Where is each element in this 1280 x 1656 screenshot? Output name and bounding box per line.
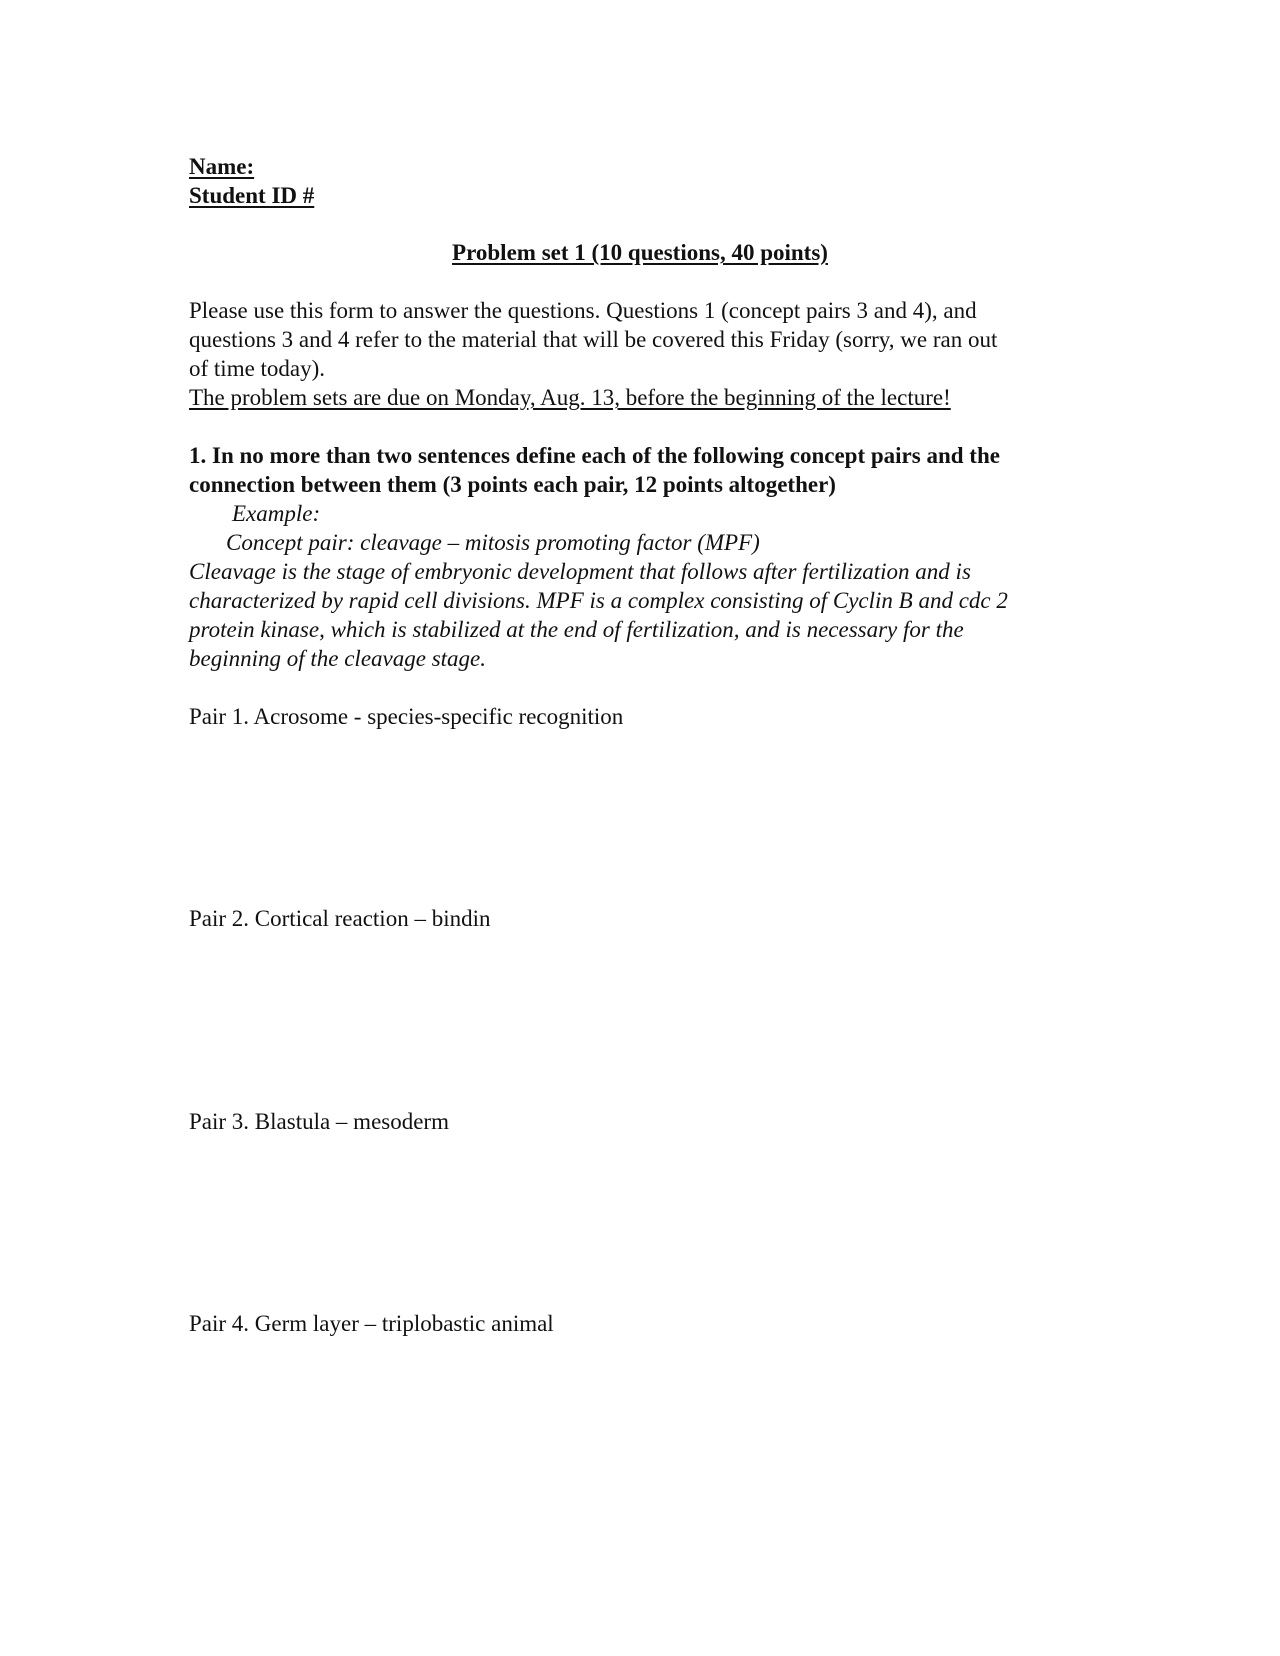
pair-2: Pair 2. Cortical reaction – bindin [189, 906, 491, 931]
intro-line: of time today). [189, 356, 326, 381]
example-answer-line: Cleavage is the stage of embryonic development that follows after fertilization and is [189, 559, 971, 584]
question-1-text: 1. In no more than two sentences define each of the following concept pairs and the [189, 443, 1000, 468]
example-label: Example: [232, 501, 321, 526]
page-title: Problem set 1 (10 questions, 40 points) [452, 240, 828, 265]
pair-1: Pair 1. Acrosome - species-specific recognition [189, 704, 624, 729]
example-pair: Concept pair: cleavage – mitosis promoting factor (MPF) [226, 530, 760, 555]
example-answer-line: beginning of the cleavage stage. [189, 646, 487, 671]
example-answer-line: protein kinase, which is stabilized at the end of fertilization, and is necessary for the [189, 617, 964, 642]
question-1-text: connection between them (3 points each pair, 12 points altogether) [189, 472, 836, 497]
student-id-label: Student ID # [189, 183, 315, 208]
example-answer-line: characterized by rapid cell divisions. MPF is a complex consisting of Cyclin B and cdc 2 [189, 588, 1008, 613]
pair-4: Pair 4. Germ layer – triplobastic animal [189, 1311, 554, 1336]
pair-3: Pair 3. Blastula – mesoderm [189, 1109, 449, 1134]
intro-line: questions 3 and 4 refer to the material that will be covered this Friday (sorry, we ran out [189, 327, 998, 352]
due-note: The problem sets are due on Monday, Aug. 13, before the beginning of the lecture! [189, 385, 951, 410]
intro-line: Please use this form to answer the questions. Questions 1 (concept pairs 3 and 4), and [189, 298, 977, 323]
name-label: Name: [189, 154, 255, 179]
